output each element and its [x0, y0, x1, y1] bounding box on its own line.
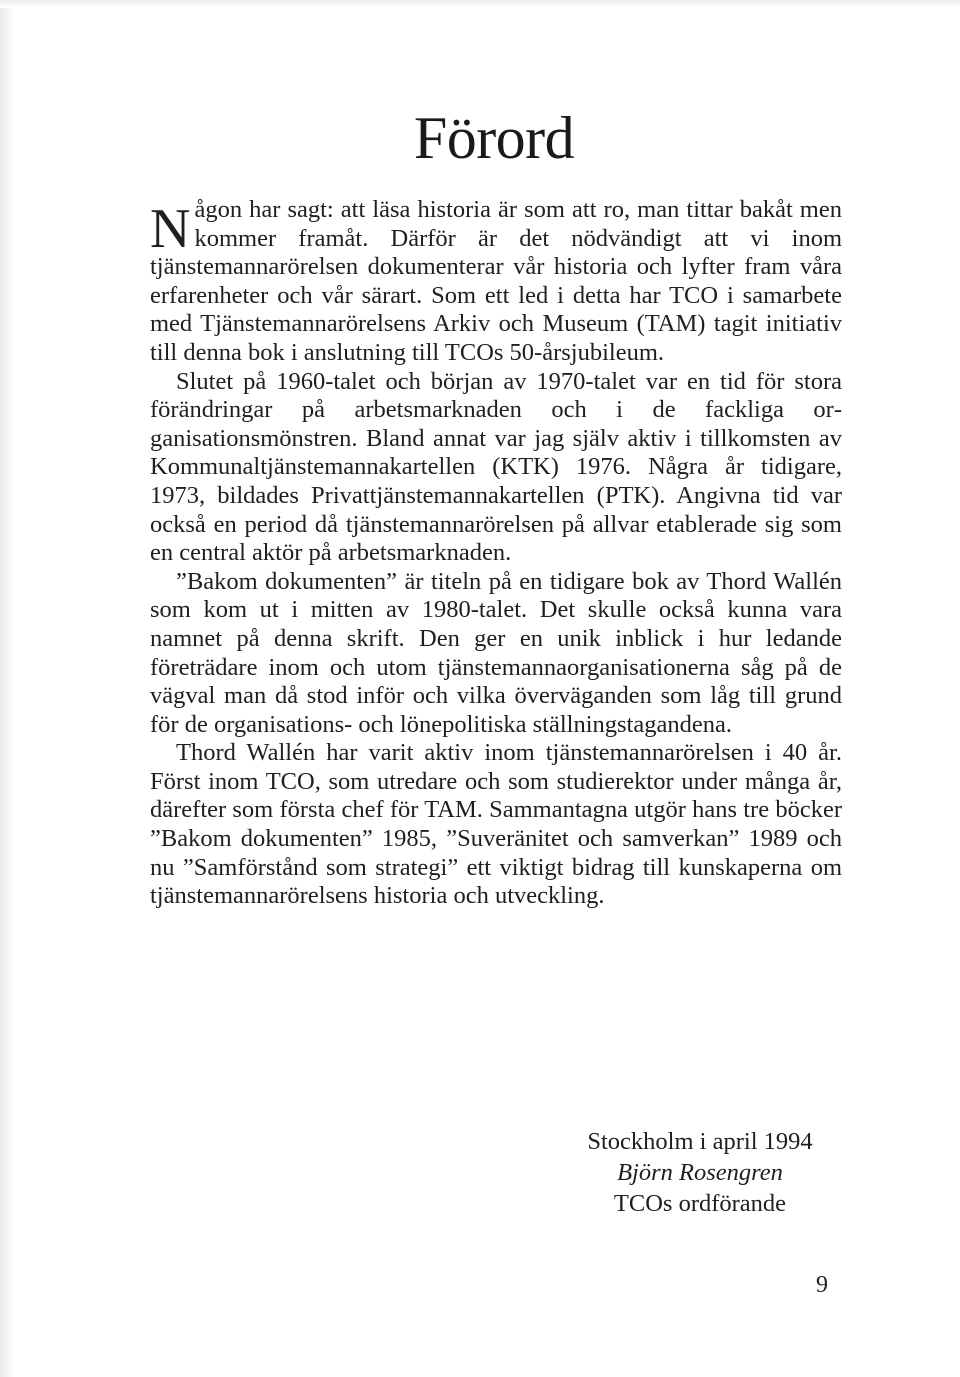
paragraph-2: Slutet på 1960-talet och början av 1970-talet var en tid för stora förändringar på arbetsmarknaden och i de fackliga organisationsmönstren. Bland annat var jag själv aktiv i tillkomsten av Kommunaltjänstemannakartellen (KTK) 1976. Några år tidigare, 1973, bildades Privattjänstemannakartellen (PTK). Angivna tid var också en period då tjänstemannarörelsen på allvar etablerade sig som en central aktör på arbetsmarknaden.	[150, 367, 842, 567]
foreword-body	[150, 196, 842, 911]
drop-cap: N	[150, 198, 191, 260]
signature-name: Björn Rosengren	[617, 1159, 783, 1186]
paragraph-3: ”Bakom dokumenten” är titeln på en tidigare bok av Thord Wallén som kom ut i mitten av 1980-talet. Det skulle också kunna vara namnet på denna skrift. Den ger en unik inblick i hur ledande företrädare inom och utom tjänstemannaorganisationerna såg på de vägval man då stod inför och vilka överväganden som låg till grund för de organisations- och lönepolitiska ställningstagandena.	[150, 567, 842, 738]
signature-place-date: Stockholm i april 1994	[587, 1128, 813, 1155]
scan-top-shadow	[0, 0, 960, 8]
scan-edge-shadow	[0, 0, 14, 1377]
page-number: 9	[816, 1272, 828, 1298]
paragraph-1-text: ågon har sagt: att läsa historia är som att ro, man tittar bakåt men kommer framåt. Därför är det nödvändigt att vi inom tjänstemannarörelsen dokumenterar vår historia och lyfter fram våra erfarenheter och vår särart. Som ett led i detta har TCO i samarbete med Tjänstemannarörelsens Arkiv och Museum (TAM) tagit initiativ till denna bok i anslutning till TCOs 50-årsjubileum.	[150, 196, 842, 366]
signature-role: TCOs ordförande	[613, 1190, 787, 1217]
paragraph-4: Thord Wallén har varit aktiv inom tjänstemannarörelsen i 40 år. Först inom TCO, som utredare och som studierektor under många år, därefter som första chef för TAM. Sammantagna utgör hans tre böcker ”Bakom dokumenten” 1985, ”Suveränitet och samverkan” 1989 och nu ”Samförstånd som strategi” ett viktigt bidrag till kunskaperna om tjänstemannarörelsens historia och utveckling.	[150, 739, 842, 910]
signature-block	[560, 1126, 840, 1219]
paragraph-1	[150, 196, 842, 368]
page-title: Förord	[413, 105, 575, 171]
